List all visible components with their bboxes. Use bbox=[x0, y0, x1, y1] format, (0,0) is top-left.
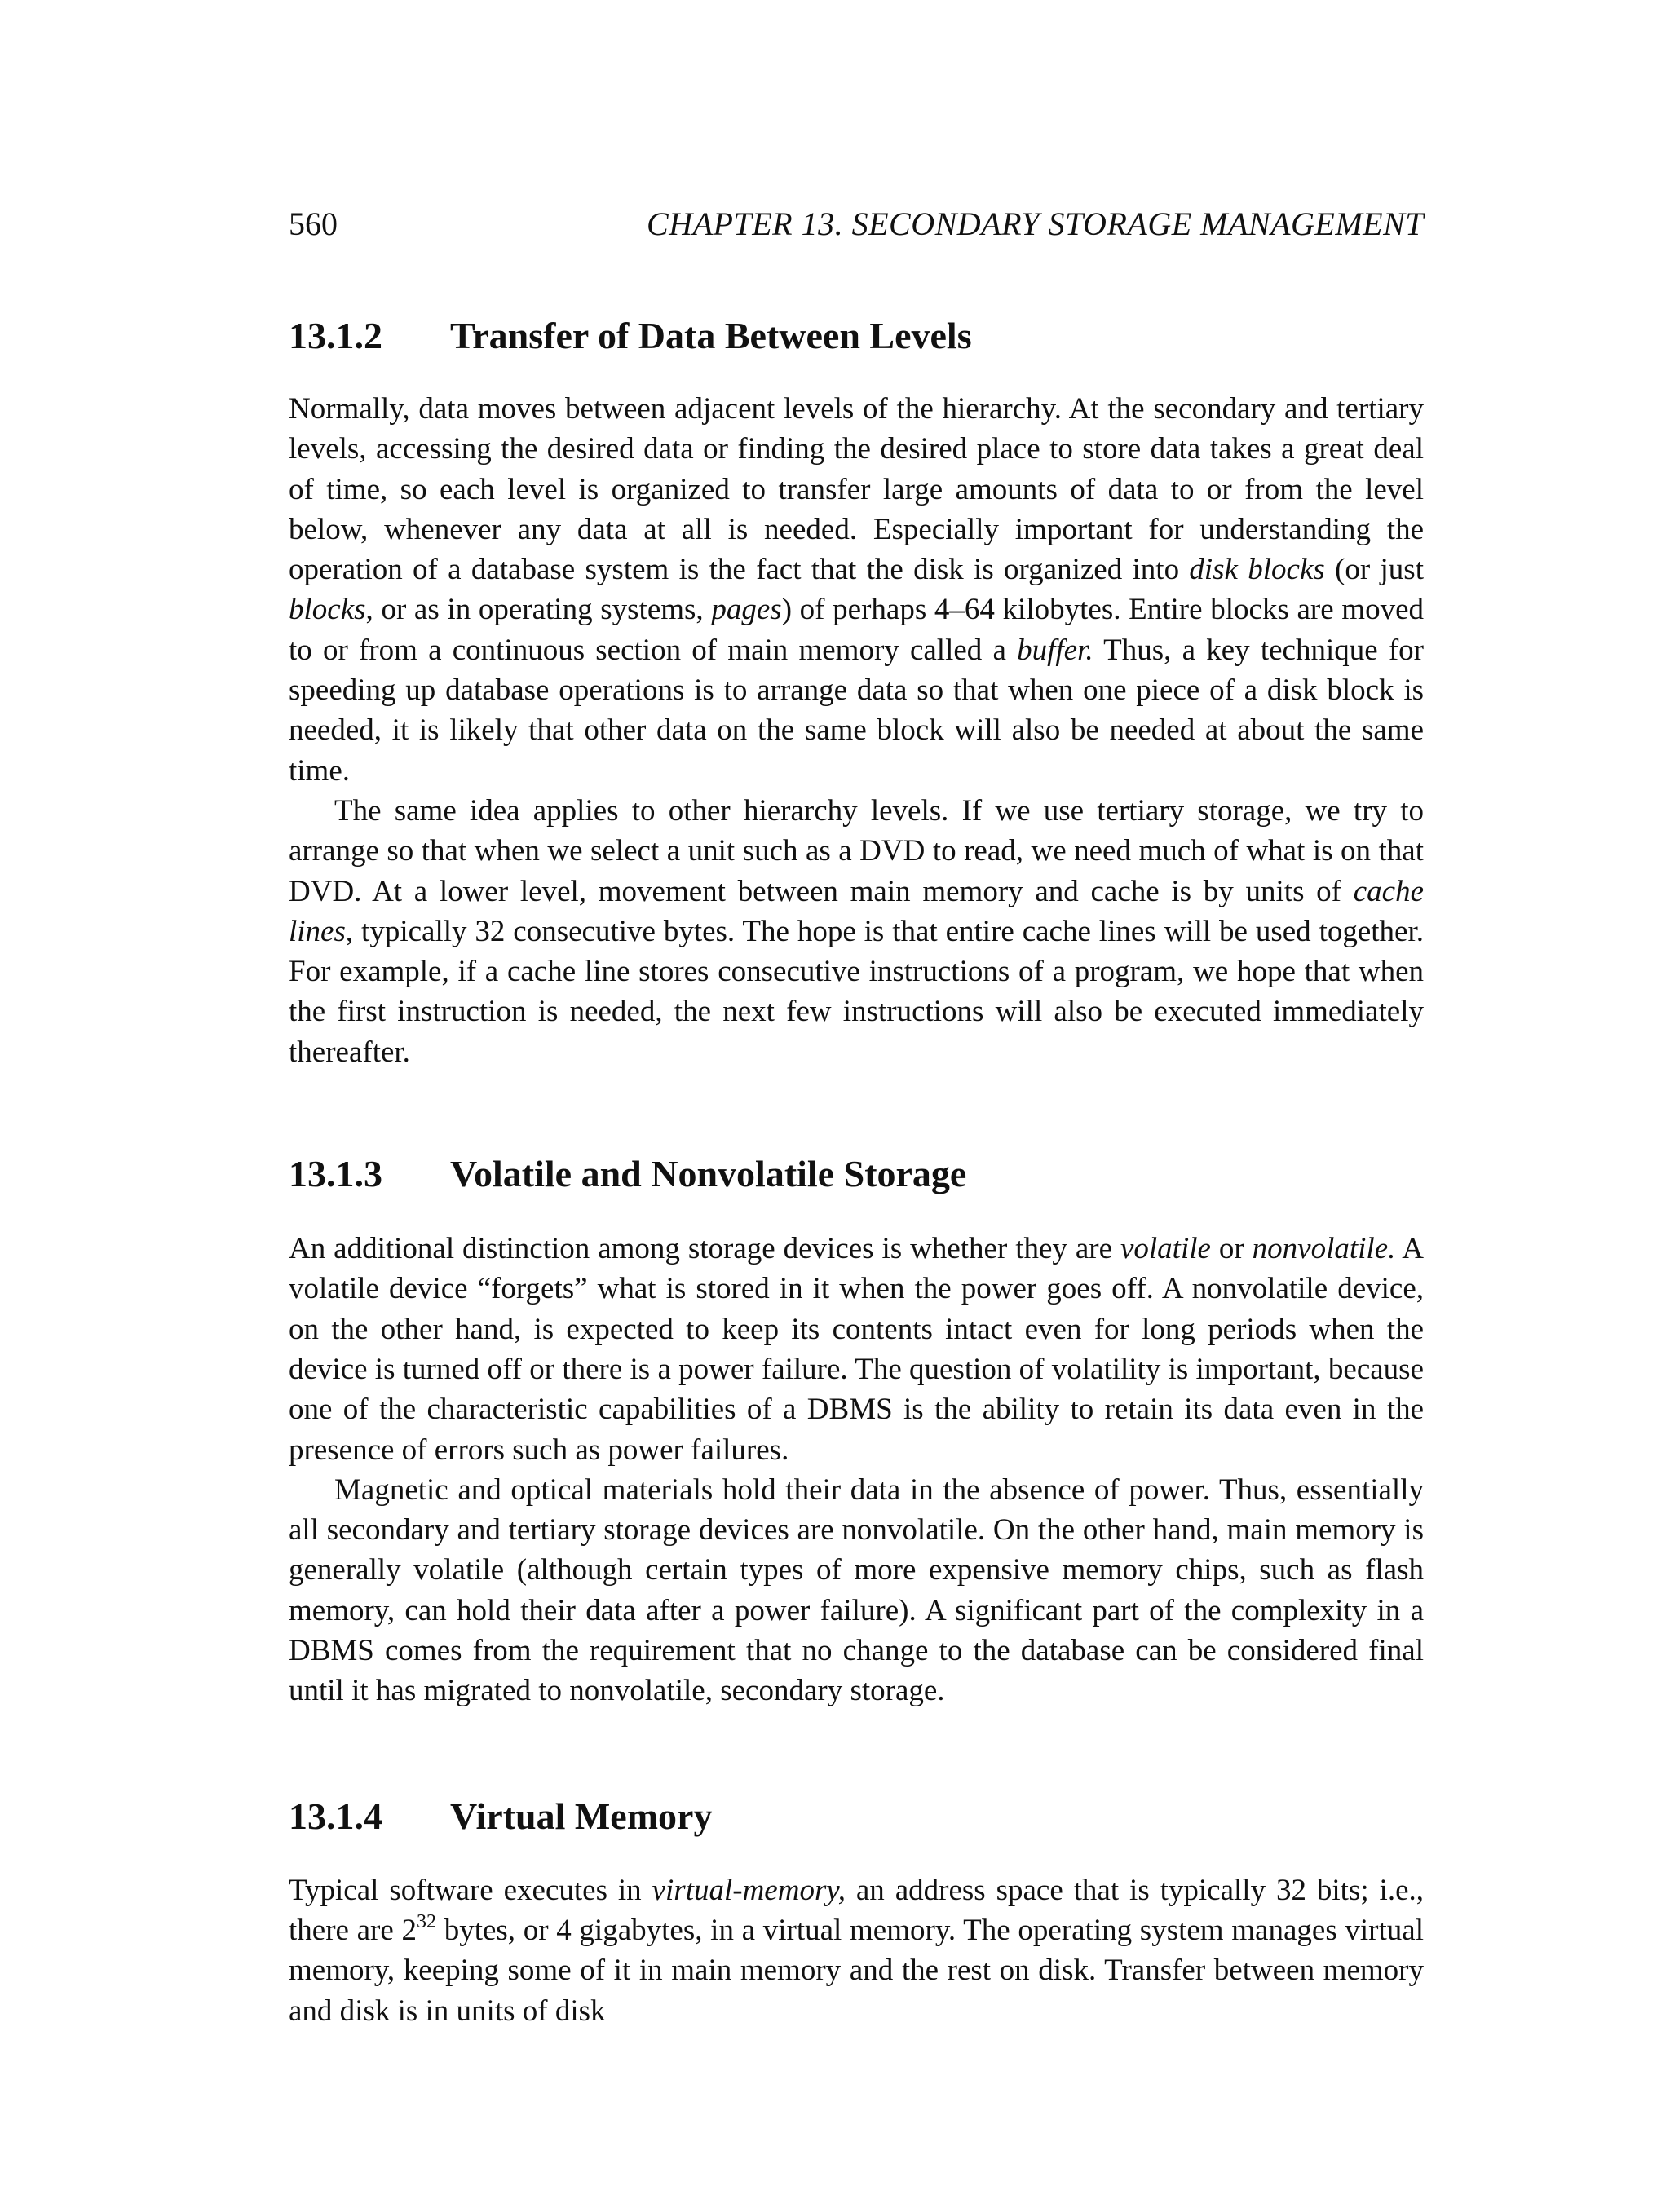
paragraph: Magnetic and optical materials hold their data in the absence of power. Thus, essentially all secondary and tertiary storage devices are nonvolatile. On the other hand, main memory is generally volatile (although certain types of more expensive memory chips, such as flash memory, can hold their data after a power failure). A significant part of the complexity in a DBMS comes from the requirement that no change to the database can be considered final until it has migrated to nonvolatile, secondary storage. bbox=[289, 1472, 1424, 1708]
section-13-1-2 bbox=[289, 311, 1424, 1072]
emphasis: disk blocks bbox=[1189, 553, 1325, 587]
running-head bbox=[289, 200, 1424, 249]
paragraph: An additional distinction among storage devices is whether they are volatile or nonvolatile. A volatile device “forgets” what is stored in it when the power goes off. A nonvolatile device, on the other hand, is expected to keep its contents intact even for long periods when the device is turned off or there is a power failure. The question of volatility is important, because one of the characteristic capabilities of a DBMS is the ability to retain its data even in the presence of errors such as power failures. bbox=[289, 1232, 1424, 1467]
emphasis: nonvolatile. bbox=[1252, 1232, 1396, 1266]
section-number: 13.1.2 bbox=[289, 315, 382, 356]
paragraph: Normally, data moves between adjacent levels of the hierarchy. At the secondary and tertiary levels, accessing the desired data or finding the desired place to store data takes a great deal of time, so each level is organized to transfer large amounts of data to or from the level below, whenever any data at all is needed. Especially important for understanding the operation of a database system is the fact that the disk is organized into disk blocks (or just blocks, or as in operating systems, pages) of perhaps 4–64 kilobytes. Entire blocks are moved to or from a continuous section of main memory called a buffer. Thus, a key technique for speeding up database operations is to arrange data so that when one piece of a disk block is needed, it is likely that other data on the same block will also be needed at about the same time. bbox=[289, 392, 1425, 788]
section-13-1-4 bbox=[289, 1792, 1424, 2031]
superscript: 32 bbox=[417, 1910, 436, 1932]
section-13-1-3 bbox=[289, 1150, 1424, 1711]
section-heading bbox=[289, 311, 1424, 360]
paragraph: The same idea applies to other hierarchy levels. If we use tertiary storage, we try to arrange so that when we select a unit such as a DVD to read, we need much of what is on that DVD. At a lower level, movement between main memory and cache is by units of cache lines, typically 32 consecutive bytes. The hope is that entire cache lines will be used together. For example, if a cache line stores consecutive instructions of a program, we hope that when the first instruction is needed, the next few instructions will also be executed immediately thereafter. bbox=[289, 793, 1424, 1069]
section-heading bbox=[289, 1792, 1424, 1841]
book-page bbox=[289, 200, 1424, 2031]
emphasis: pages bbox=[711, 593, 782, 627]
section-title: Transfer of Data Between Levels bbox=[450, 315, 972, 356]
section-title: Volatile and Nonvolatile Storage bbox=[450, 1153, 967, 1195]
emphasis: volatile bbox=[1120, 1232, 1211, 1266]
emphasis: blocks bbox=[289, 593, 366, 627]
section-number: 13.1.3 bbox=[289, 1153, 382, 1195]
chapter-title: CHAPTER 13. SECONDARY STORAGE MANAGEMENT bbox=[647, 205, 1424, 242]
section-heading bbox=[289, 1150, 1424, 1199]
emphasis: buffer. bbox=[1017, 633, 1093, 667]
section-title: Virtual Memory bbox=[450, 1795, 713, 1837]
page-number: 560 bbox=[289, 205, 338, 242]
section-number: 13.1.4 bbox=[289, 1795, 382, 1837]
emphasis: cache lines bbox=[289, 874, 1424, 948]
emphasis: virtual-memory, bbox=[652, 1873, 846, 1907]
paragraph: Typical software executes in virtual-memory, an address space that is typically 32 bits; i.e., there are $2^{32}$ bytes, or 4 gigabytes, in a virtual memory. The operating system manages virtual memory, keeping some of it in main memory and the rest on disk. Transfer between memory and disk is in units of disk bbox=[289, 1873, 1424, 2028]
